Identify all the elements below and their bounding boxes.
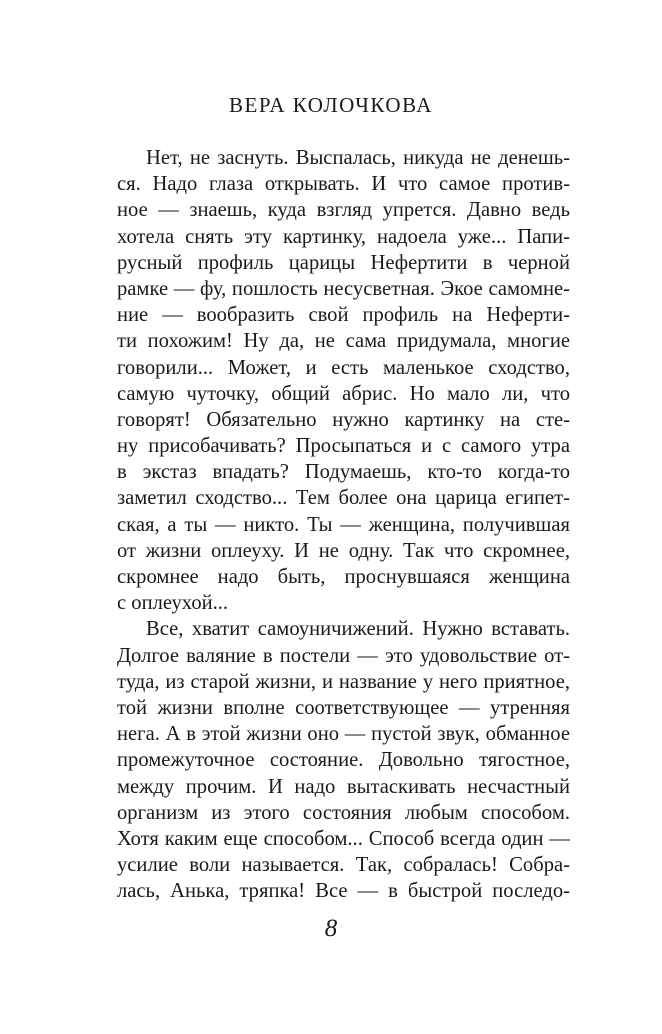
text-line: лась, Анька, тряпка! Все — в быстрой последо- — [117, 880, 570, 903]
body-text — [117, 145, 570, 904]
text-line: усилие воли называется. Так, собралась! Собра- — [117, 854, 570, 877]
text-line: самую чуточку, общий абрис. Но мало ли, что — [117, 382, 570, 405]
text-line: Нет, не заснуть. Выспалась, никуда не денешь- — [146, 147, 570, 169]
text-line: хотела снять эту картинку, надоела уже... Папи- — [117, 225, 570, 248]
text-line: от жизни оплеуху. И не одну. Так что скромнее, — [117, 539, 570, 562]
paragraph-1 — [117, 145, 570, 616]
text-line: ти похожим! Ну да, не сама придумала, многие — [117, 330, 570, 353]
text-line: ся. Надо глаза открывать. И что самое против- — [117, 173, 570, 196]
text-line: говорили... Может, и есть маленькое сходство, — [117, 356, 570, 379]
text-line: говорят! Обязательно нужно картинку на сте- — [117, 408, 570, 431]
text-line: между прочим. И надо вытаскивать несчастный — [117, 775, 570, 798]
text-line: заметил сходство... Тем более она царица египет- — [117, 487, 570, 510]
text-line: Хотя каким еще способом... Способ всегда один — — [117, 827, 570, 850]
text-line: промежуточное состояние. Довольно тягостное, — [117, 749, 570, 772]
text-line: ская, а ты — никто. Ты — женщина, получившая — [117, 513, 570, 536]
text-line: скромнее надо быть, проснувшаяся женщина — [117, 566, 570, 588]
text-line: с оплеухой... — [117, 592, 229, 615]
text-line: рамке — фу, пошлость несусветная. Экое самомне- — [117, 277, 570, 300]
text-line: ну присобачивать? Просыпаться и с самого утра — [117, 435, 570, 458]
text-line: туда, из старой жизни, и название у него приятное, — [117, 670, 570, 693]
paragraph-2 — [117, 616, 570, 904]
text-line: организм из этого состояния любым способом. — [117, 801, 570, 824]
text-line: той жизни вполне соответствующее — утренняя — [117, 696, 570, 719]
text-line: нега. А в этой жизни оно — пустой звук, обманное — [117, 723, 570, 746]
running-header: ВЕРА КОЛОЧКОВА — [229, 93, 433, 117]
text-line: ние — вообразить свой профиль на Неферти- — [117, 304, 570, 327]
text-line: в экстаз впадать? Подумаешь, кто-то когда-то — [117, 461, 570, 484]
text-line: ное — знаешь, куда взгляд упрется. Давно ведь — [117, 199, 570, 222]
text-line: Все, хватит самоуничижений. Нужно вставать. — [146, 618, 570, 641]
text-line: Долгое валяние в постели — это удовольствие от- — [117, 644, 570, 667]
text-line: русный профиль царицы Нефертити в черной — [117, 251, 570, 274]
page-number: 8 — [324, 915, 338, 942]
